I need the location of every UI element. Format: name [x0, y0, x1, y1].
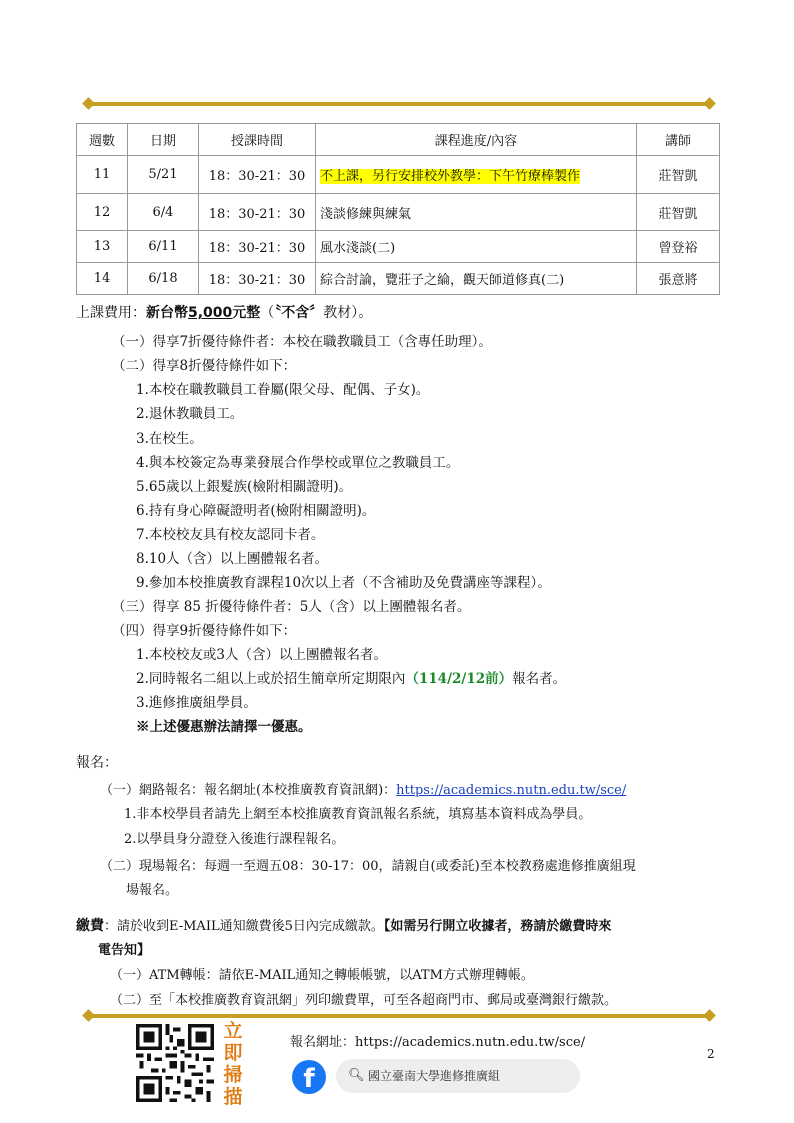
teacher-cell: 莊智凱: [637, 194, 720, 231]
time-cell: 18：30-21：30: [199, 156, 316, 194]
fee-item: 2.退休教職員工。: [136, 406, 244, 422]
payment-atm: （一）ATM轉帳：請依E-MAIL通知之轉帳帳號，以ATM方式辦理轉帳。: [110, 968, 534, 983]
payment-receipt-note-cont: 電告知】: [98, 943, 151, 958]
payment-store: （二）至「本校推廣教育資訊網」列印繳費單，可至各超商門市、郵局或臺灣銀行繳款。: [110, 993, 618, 1008]
fee-amount-prefix: 新台幣: [146, 305, 188, 321]
online-register-line: [100, 779, 626, 798]
highlighted-content: 不上課，另行安排校外教學：下午竹療棒製作: [320, 169, 581, 184]
page-number: 2: [707, 1047, 715, 1061]
discount-note: ※上述優惠辦法請擇一優惠。: [136, 719, 312, 735]
onsite-register-line-cont: 場報名。: [126, 883, 179, 898]
table-row: [77, 263, 720, 295]
rule-diamond-left: [82, 97, 95, 110]
payment-text: ：請於收到E-MAIL通知繳費後5日內完成繳款。: [104, 919, 384, 934]
date-cell: 5/21: [128, 156, 199, 194]
payment-label: 繳費: [76, 918, 104, 934]
date-cell: 6/18: [128, 263, 199, 295]
payment-receipt-note: 【如需另行開立收據者，務請於繳費時來: [383, 919, 612, 934]
time-cell: 18：30-21：30: [199, 231, 316, 263]
online-register-step: 1.非本校學員者請先上網至本校推廣教育資訊報名系統，填寫基本資料成為學員。: [124, 807, 592, 822]
top-decorative-rule: [88, 102, 710, 106]
rule-diamond-right: [703, 1009, 716, 1022]
onsite-register-line: （二）現場報名：每週一至週五08：30-17：00，請親自(或委託)至本校教務處進修推廣組現: [100, 859, 636, 874]
fee-item: （一）得享7折優待條件者：本校在職教職員工（含專任助理）。: [112, 334, 492, 350]
table-row: [77, 231, 720, 263]
fee-item: 6.持有身心障礙證明者(檢附相關證明)。: [136, 503, 376, 519]
fee-item: （三）得享 85 折優待條件者：5人（含）以上團體報名者。: [112, 599, 471, 615]
table-row: [77, 194, 720, 231]
fee-item: （二）得享8折優待條件如下：: [112, 358, 297, 374]
rule-diamond-left: [82, 1009, 95, 1022]
date-cell: 6/4: [128, 194, 199, 231]
rule-diamond-right: [703, 97, 716, 110]
fee-item: 1.本校校友或3人（含）以上團體報名者。: [136, 647, 387, 663]
deadline-suffix: 報名者。: [512, 671, 567, 687]
header-content: 課程進度/內容: [316, 124, 637, 156]
deadline-date: （114/2/12前）: [405, 671, 513, 687]
header-teacher: 講師: [637, 124, 720, 156]
online-register-text: （一）網路報名：報名網址(本校推廣教育資訊網)：: [100, 783, 397, 798]
fee-item: 3.進修推廣組學員。: [136, 695, 257, 711]
facebook-search-box[interactable]: [336, 1059, 580, 1093]
fee-paren: （: [260, 305, 275, 321]
fee-amount-suffix: 元整: [232, 305, 261, 321]
search-icon: 🔍︎: [348, 1068, 365, 1083]
fee-item: 3.在校生。: [136, 431, 203, 447]
teacher-cell: 張意將: [637, 263, 720, 295]
fee-item: 9.參加本校推廣教育課程10次以上者（不含補助及免費講座等課程）。: [136, 575, 551, 591]
fee-item: 4.與本校簽定為專業發展合作學校或單位之教職員工。: [136, 455, 460, 471]
teacher-cell: 曾登裕: [637, 231, 720, 263]
scan-now-stamp: [222, 1020, 244, 1108]
stamp-char: 掃: [223, 1064, 243, 1086]
payment-line: [76, 915, 611, 935]
time-cell: 18：30-21：30: [199, 194, 316, 231]
date-cell: 6/11: [128, 231, 199, 263]
bottom-decorative-rule: [88, 1014, 710, 1018]
register-heading: 報名：: [76, 755, 118, 771]
stamp-char: 描: [223, 1086, 243, 1108]
week-cell: 13: [77, 231, 128, 263]
week-cell: 14: [77, 263, 128, 295]
fee-item-deadline: [136, 667, 566, 687]
fee-material: 教材）。: [323, 305, 373, 321]
stamp-char: 立: [223, 1020, 243, 1042]
header-week: 週數: [77, 124, 128, 156]
time-cell: 18：30-21：30: [199, 263, 316, 295]
table-row: [77, 156, 720, 194]
content-cell: 淺談修練與練氣: [316, 194, 637, 231]
stamp-char: 即: [223, 1042, 243, 1064]
header-date: 日期: [128, 124, 199, 156]
fee-not-included: 〝不含〞: [274, 305, 324, 321]
fee-item: 1.本校在職教職員工眷屬(限父母、配偶、子女)。: [136, 382, 430, 398]
deadline-prefix: 2.同時報名二組以上或於招生簡章所定期限內: [136, 671, 406, 687]
table-header-row: [77, 124, 720, 156]
register-url-link[interactable]: https://academics.nutn.edu.tw/sce/: [396, 783, 627, 798]
content-cell: 綜合討論，覽莊子之綸，觀天師道修真(二): [316, 263, 637, 295]
fee-item: 7.本校校友具有校友認同卡者。: [136, 527, 325, 543]
fee-heading: [76, 302, 372, 322]
content-cell: [316, 156, 637, 194]
qr-code-icon[interactable]: [136, 1024, 214, 1102]
header-time: 授課時間: [199, 124, 316, 156]
fee-item: 5.65歲以上銀髮族(檢附相關證明)。: [136, 479, 353, 495]
schedule-table: [76, 123, 720, 295]
footer-site-text: 報名網址：https://academics.nutn.edu.tw/sce/: [290, 1035, 586, 1050]
fee-item: （四）得享9折優待條件如下：: [112, 623, 297, 639]
search-text: 國立臺南大學進修推廣組: [368, 1069, 501, 1083]
content-cell: 風水淺談(二): [316, 231, 637, 263]
fee-amount: 5,000: [188, 305, 233, 321]
fee-label: 上課費用：: [76, 305, 146, 321]
fee-item: 8.10人（含）以上團體報名者。: [136, 551, 329, 567]
week-cell: 12: [77, 194, 128, 231]
teacher-cell: 莊智凱: [637, 156, 720, 194]
facebook-icon[interactable]: f: [292, 1060, 326, 1094]
week-cell: 11: [77, 156, 128, 194]
online-register-step: 2.以學員身分證登入後進行課程報名。: [124, 832, 345, 847]
